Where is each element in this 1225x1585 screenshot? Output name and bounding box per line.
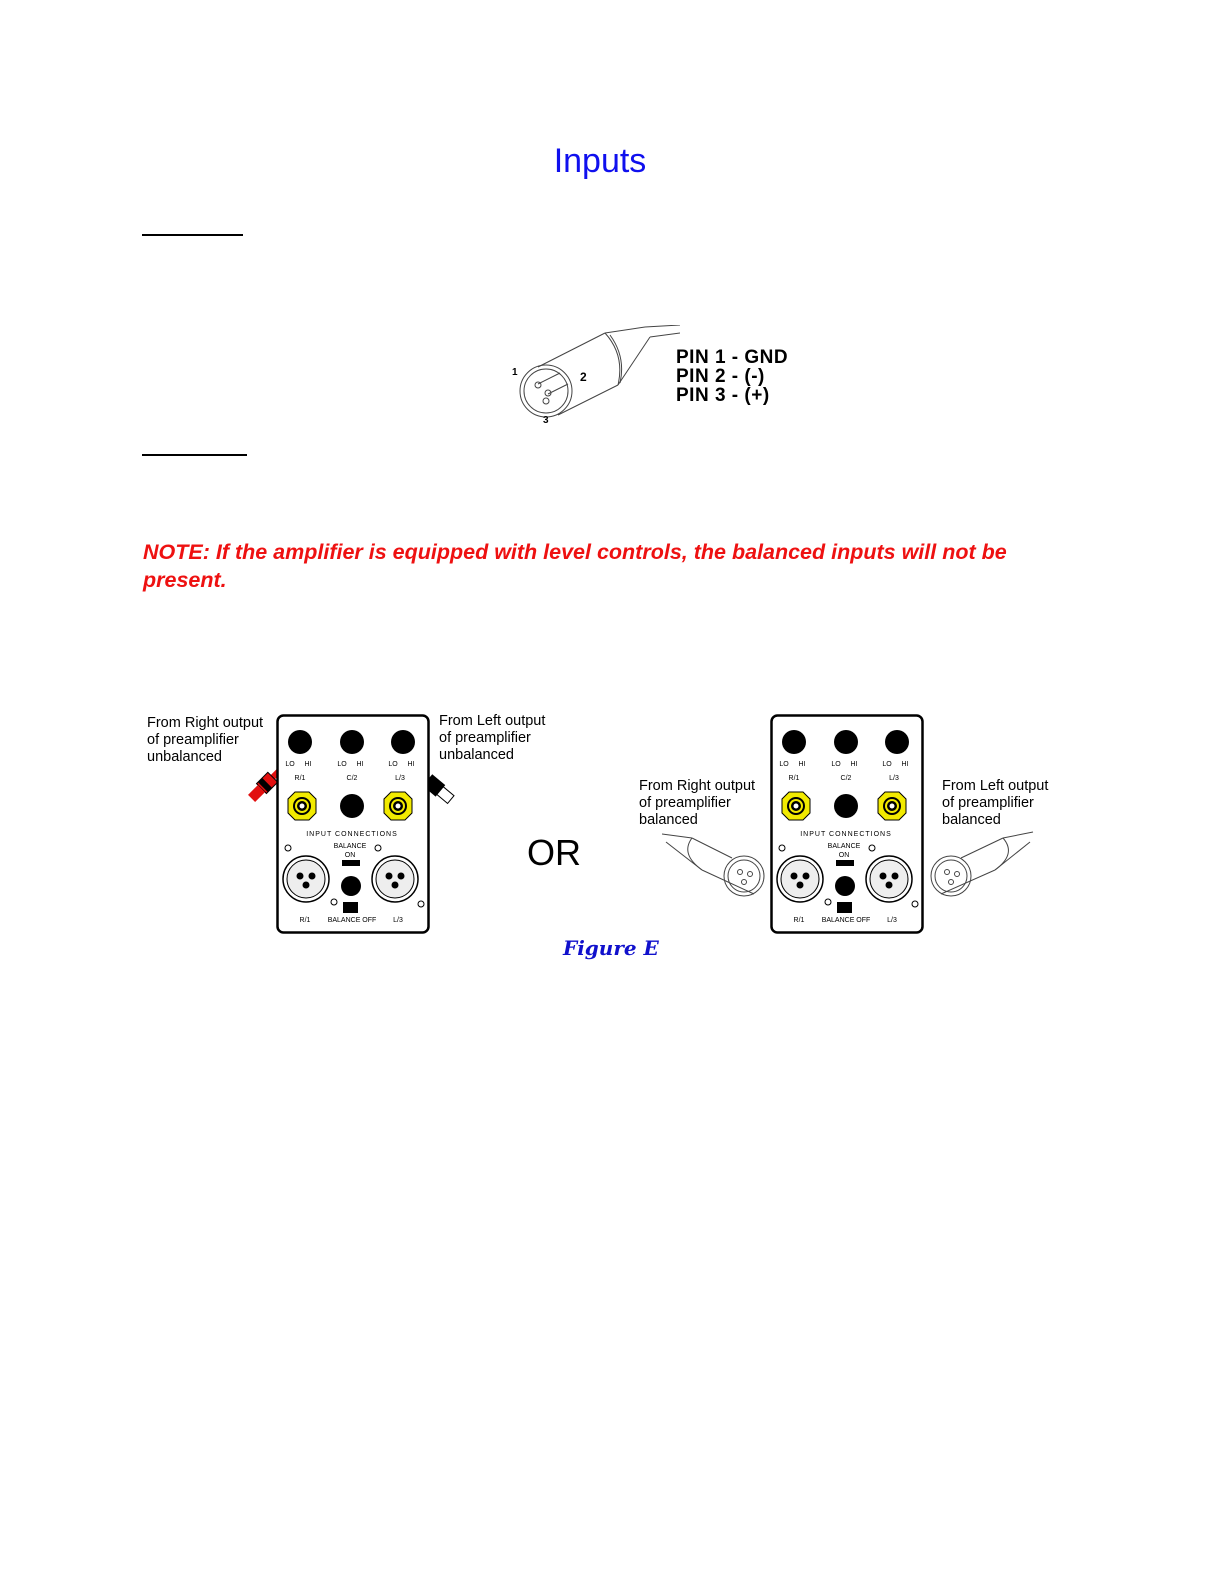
note-text: NOTE: If the amplifier is equipped with level controls, the balanced inputs will not be present.: [143, 540, 1007, 592]
xlr-l-label: L/3: [887, 917, 897, 924]
xlr-connector-diagram: [500, 325, 680, 430]
label-line: of preamplifier: [147, 732, 239, 748]
channel-label: C/2: [840, 775, 852, 782]
amplifier-input-panel-balanced: [770, 714, 924, 934]
label-line: unbalanced: [147, 749, 222, 765]
page-title: Inputs: [553, 142, 647, 180]
xlr-r-label: R/1: [299, 917, 311, 924]
lo-label: LO: [779, 761, 789, 768]
rca-jack-left[interactable]: [878, 792, 906, 820]
on-label: ON: [838, 852, 850, 859]
lo-label: LO: [388, 761, 398, 768]
section-underline: [142, 454, 247, 456]
rca-jack-center[interactable]: [834, 794, 858, 818]
hi-label: HI: [356, 761, 364, 768]
hi-label: HI: [798, 761, 806, 768]
channel-label: C/2: [346, 775, 358, 782]
hi-label: HI: [304, 761, 312, 768]
pin-label: PIN 3 - (+): [676, 385, 770, 406]
pin-label: PIN 1 - GND: [676, 347, 789, 368]
label-line: unbalanced: [439, 747, 514, 763]
left-output-balanced-label: [942, 778, 1048, 829]
on-label: ON: [344, 852, 356, 859]
xlr-jack-left[interactable]: [372, 856, 418, 902]
hi-label: HI: [850, 761, 858, 768]
lo-label: LO: [831, 761, 841, 768]
balance-off-indicator: [343, 902, 358, 913]
pin-label: PIN 2 - (-): [676, 366, 765, 387]
label-line: balanced: [942, 812, 1001, 828]
label-line: From Left output: [439, 713, 546, 729]
balance-on-indicator: [836, 860, 854, 866]
xlr-jack-left[interactable]: [866, 856, 912, 902]
pin-number: 3: [543, 415, 549, 426]
label-line: of preamplifier: [439, 730, 531, 746]
pin-number: 2: [580, 370, 587, 384]
xlr-jack-right[interactable]: [283, 856, 329, 902]
level-knob[interactable]: [340, 730, 364, 754]
label-line: From Right output: [639, 778, 756, 794]
right-output-balanced-label: [639, 778, 755, 829]
rca-jack-center[interactable]: [340, 794, 364, 818]
channel-label: R/1: [788, 775, 800, 782]
level-knob[interactable]: [391, 730, 415, 754]
left-output-label: [439, 713, 545, 764]
hi-label: HI: [901, 761, 909, 768]
channel-label: L/3: [395, 775, 405, 782]
level-knob[interactable]: [782, 730, 806, 754]
balance-switch[interactable]: [835, 876, 855, 896]
pin-number: 1: [512, 367, 518, 378]
amplifier-input-panel: [276, 714, 430, 934]
balance-on-indicator: [342, 860, 360, 866]
balance-label: BALANCE: [333, 843, 367, 850]
balance-off-label: BALANCE OFF: [327, 917, 377, 924]
xlr-r-label: R/1: [793, 917, 805, 924]
xlr-l-label: L/3: [393, 917, 403, 924]
xlr-jack-right[interactable]: [777, 856, 823, 902]
xlr-plug-left: [925, 830, 1035, 902]
label-line: of preamplifier: [942, 795, 1034, 811]
input-connections-label: INPUT CONNECTIONS: [800, 831, 892, 838]
balance-off-label: BALANCE OFF: [821, 917, 871, 924]
level-knob[interactable]: [885, 730, 909, 754]
channel-label: R/1: [294, 775, 306, 782]
channel-label: L/3: [889, 775, 899, 782]
rca-jack-right[interactable]: [288, 792, 316, 820]
balance-switch[interactable]: [341, 876, 361, 896]
level-knob[interactable]: [834, 730, 858, 754]
rca-jack-right[interactable]: [782, 792, 810, 820]
section-underline: [142, 234, 243, 236]
label-line: of preamplifier: [639, 795, 731, 811]
level-knob[interactable]: [288, 730, 312, 754]
label-line: balanced: [639, 812, 698, 828]
lo-label: LO: [285, 761, 295, 768]
xlr-plug-right: [662, 830, 772, 902]
label-line: From Right output: [147, 715, 264, 731]
lo-label: LO: [337, 761, 347, 768]
label-line: From Left output: [942, 778, 1049, 794]
hi-label: HI: [407, 761, 415, 768]
rca-jack-left[interactable]: [384, 792, 412, 820]
lo-label: LO: [882, 761, 892, 768]
input-connections-label: INPUT CONNECTIONS: [306, 831, 398, 838]
or-label: OR: [527, 832, 581, 873]
balance-label: BALANCE: [827, 843, 861, 850]
pin-legend: [676, 348, 788, 405]
figure-caption: Figure E: [563, 936, 659, 960]
right-output-label: [147, 715, 263, 766]
balance-off-indicator: [837, 902, 852, 913]
